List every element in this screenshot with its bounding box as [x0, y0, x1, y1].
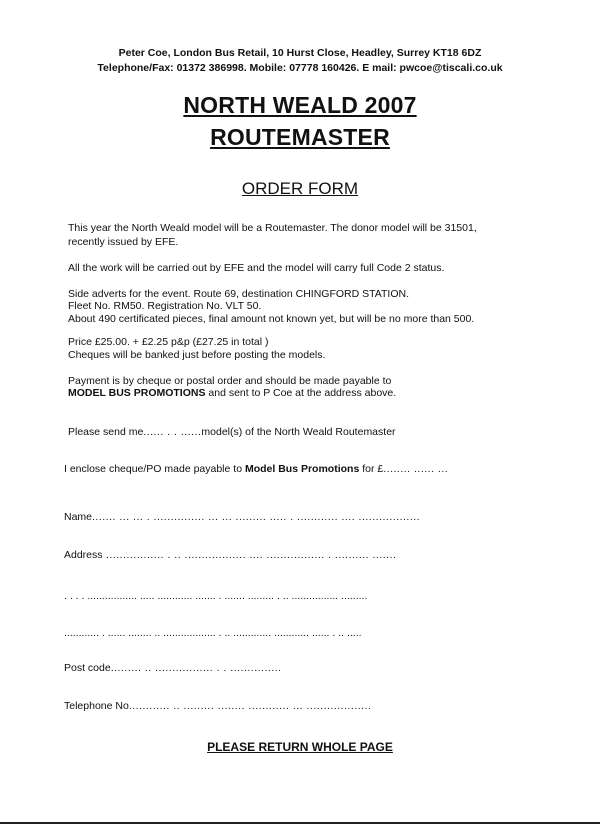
header-contact: Telephone/Fax: 01372 386998. Mobile: 07778 160426. E mail: pwcoe@tiscali.co.uk [97, 62, 503, 74]
return-page-notice: PLEASE RETURN WHOLE PAGE [207, 740, 393, 754]
address-field-line3[interactable]: ............ . ...... ........ .. .................. . .. ............. ............ ...... . .. ..... [64, 627, 362, 639]
paragraph-cheques: Cheques will be banked just before posting the models. [68, 349, 326, 361]
paragraph-payment-1: Payment is by cheque or postal order and should be made payable to [68, 375, 392, 387]
postcode-label: Post code [64, 662, 111, 674]
order-quantity-line [68, 426, 396, 438]
paragraph-price: Price £25.00. + £2.25 p&p (£27.25 in total ) [68, 336, 269, 348]
telephone-row [64, 700, 371, 712]
paragraph-work-status: All the work will be carried out by EFE and the model will carry full Code 2 status. [68, 262, 445, 274]
header-address: Peter Coe, London Bus Retail, 10 Hurst Close, Headley, Surrey KT18 6DZ [118, 47, 482, 59]
bottom-divider [0, 822, 600, 824]
page-title-line2: ROUTEMASTER [210, 124, 390, 150]
quantity-field[interactable]: ...... . . ...... [143, 426, 202, 438]
enclose-suffix: for £ [359, 463, 384, 475]
address-field-line2[interactable]: . . . . ................. ..... ............ ....... . ....... ......... . .. ................ ......... [64, 590, 368, 602]
paragraph-adverts: Side adverts for the event. Route 69, destination CHINGFORD STATION. [68, 288, 409, 300]
address-label: Address [64, 549, 103, 561]
page-title-line1: NORTH WEALD 2007 [183, 92, 417, 118]
paragraph-fleet-no: Fleet No. RM50. Registration No. VLT 50. [68, 300, 262, 312]
telephone-field[interactable]: ............ .. ......... ........ ............ ... ................... [128, 700, 372, 712]
address-field-line1[interactable]: ................. . .. .................. .... ................. . .......... ....... [102, 549, 397, 561]
order-quantity-prefix: Please send me [68, 426, 144, 438]
address-row [64, 549, 396, 561]
payee-name: MODEL BUS PROMOTIONS [68, 387, 206, 399]
paragraph-donor-model-2: recently issued by EFE. [68, 236, 179, 248]
amount-field[interactable]: ........ ...... ... [383, 463, 449, 475]
order-quantity-suffix: model(s) of the North Weald Routemaster [201, 426, 396, 438]
name-row [64, 511, 420, 523]
enclose-payment-line [64, 463, 448, 475]
postcode-field[interactable]: ......... .. ................. . . ............... [110, 662, 282, 674]
name-field[interactable]: ....... ... ... . ............... ... ... ......... ..... . ............ .... .................. [92, 511, 421, 523]
enclose-payee: Model Bus Promotions [244, 463, 360, 475]
postcode-row [64, 662, 282, 674]
payment-address-note: and sent to P Coe at the address above. [205, 387, 397, 399]
paragraph-donor-model-1: This year the North Weald model will be a Routemaster. The donor model will be 31501, [68, 222, 477, 234]
enclose-prefix: I enclose cheque/PO made payable to [64, 463, 245, 475]
telephone-label: Telephone No [64, 700, 129, 712]
paragraph-payment-2 [68, 387, 396, 399]
name-label: Name [64, 511, 93, 523]
form-subtitle: ORDER FORM [241, 179, 359, 198]
paragraph-certificated: About 490 certificated pieces, final amount not known yet, but will be no more than 500. [68, 313, 475, 325]
